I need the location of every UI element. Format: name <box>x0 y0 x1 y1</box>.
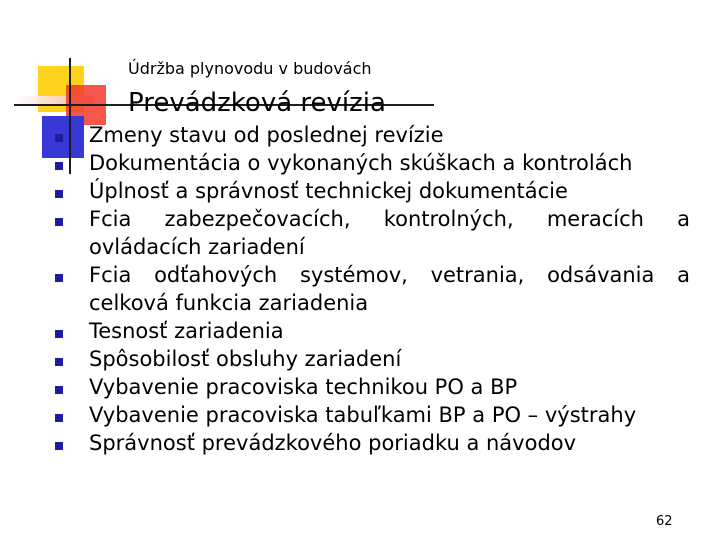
slide-title: Prevádzková revízia <box>128 88 386 118</box>
list-item <box>55 149 690 177</box>
bullet-icon <box>55 386 63 394</box>
bullet-icon <box>55 134 63 142</box>
list-item <box>55 177 690 205</box>
list-item <box>55 121 690 149</box>
list-item-text: Úplnosť a správnosť technickej dokumentácie <box>89 179 568 203</box>
list-item <box>55 345 690 373</box>
bullet-icon <box>55 442 63 450</box>
list-item <box>55 317 690 345</box>
bullet-icon <box>55 162 63 170</box>
list-item-text: Fcia zabezpečovacích, kontrolných, meracích a ovládacích zariadení <box>89 207 690 259</box>
bullet-icon <box>55 274 63 282</box>
list-item <box>55 205 690 261</box>
list-item <box>55 261 690 317</box>
bullet-icon <box>55 358 63 366</box>
list-item-text: Vybavenie pracoviska tabuľkami BP a PO – výstrahy <box>89 403 637 427</box>
bullet-list <box>55 121 690 457</box>
list-item-text: Spôsobilosť obsluhy zariadení <box>89 347 402 371</box>
bullet-icon <box>55 414 63 422</box>
bullet-icon <box>55 330 63 338</box>
list-item-text: Fcia odťahových systémov, vetrania, odsávania a celková funkcia zariadenia <box>89 263 690 315</box>
bullet-icon <box>55 190 63 198</box>
list-item-text: Tesnosť zariadenia <box>89 319 284 343</box>
list-item-text: Správnosť prevádzkového poriadku a návodov <box>89 431 577 455</box>
list-item-text: Dokumentácia o vykonaných skúškach a kontrolách <box>89 151 633 175</box>
list-item-text: Zmeny stavu od poslednej revízie <box>89 123 444 147</box>
bullet-icon <box>55 218 63 226</box>
list-item <box>55 429 690 457</box>
slide-subtitle: Údržba plynovodu v budovách <box>128 59 372 78</box>
page-number: 62 <box>656 514 673 529</box>
list-item <box>55 401 690 429</box>
list-item <box>55 373 690 401</box>
list-item-text: Vybavenie pracoviska technikou PO a BP <box>89 375 518 399</box>
